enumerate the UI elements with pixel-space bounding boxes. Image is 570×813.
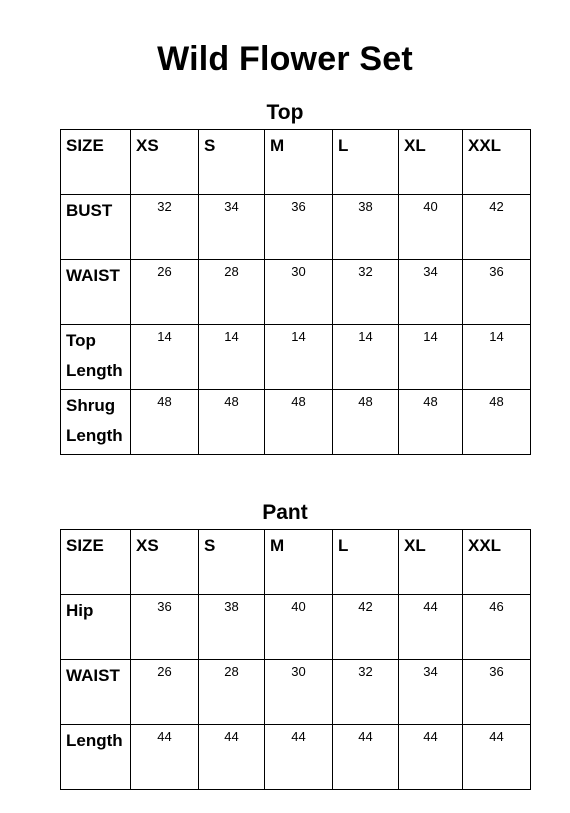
row-label: Top Length [61,325,131,390]
table-header-row [61,530,531,595]
value-cell: 48 [199,390,265,455]
table-row [61,325,531,390]
value-cell: 28 [199,260,265,325]
value-cell: 32 [333,660,399,725]
header-cell-xs: XS [131,130,199,195]
value-cell: 14 [131,325,199,390]
header-cell-size: SIZE [61,130,131,195]
value-cell: 44 [399,595,463,660]
header-cell-s: S [199,530,265,595]
value-cell: 30 [265,660,333,725]
table-row [61,725,531,790]
value-cell: 28 [199,660,265,725]
value-cell: 14 [399,325,463,390]
top-section-title: Top [266,101,304,124]
page-title: Wild Flower Set [157,40,413,78]
value-cell: 48 [399,390,463,455]
value-cell: 42 [333,595,399,660]
table-row [61,195,531,260]
row-label: WAIST [61,660,131,725]
row-label: Hip [61,595,131,660]
value-cell: 14 [265,325,333,390]
header-cell-m: M [265,130,333,195]
value-cell: 40 [265,595,333,660]
value-cell: 36 [463,660,531,725]
header-cell-xxl: XXL [463,530,531,595]
value-cell: 44 [463,725,531,790]
value-cell: 30 [265,260,333,325]
header-cell-s: S [199,130,265,195]
header-cell-xl: XL [399,530,463,595]
row-label: WAIST [61,260,131,325]
header-cell-m: M [265,530,333,595]
header-cell-size: SIZE [61,530,131,595]
value-cell: 46 [463,595,531,660]
header-cell-xxl: XXL [463,130,531,195]
value-cell: 36 [131,595,199,660]
pant-size-table [60,529,531,790]
value-cell: 48 [463,390,531,455]
value-cell: 34 [399,260,463,325]
header-cell-l: L [333,130,399,195]
value-cell: 38 [199,595,265,660]
header-cell-xs: XS [131,530,199,595]
value-cell: 48 [333,390,399,455]
value-cell: 26 [131,660,199,725]
pant-section-title: Pant [262,501,308,524]
value-cell: 14 [463,325,531,390]
value-cell: 48 [265,390,333,455]
header-cell-l: L [333,530,399,595]
value-cell: 32 [333,260,399,325]
value-cell: 48 [131,390,199,455]
value-cell: 14 [333,325,399,390]
table-header-row [61,130,531,195]
value-cell: 34 [199,195,265,260]
row-label: Length [61,725,131,790]
value-cell: 44 [265,725,333,790]
table-row [61,390,531,455]
table-row [61,260,531,325]
row-label: Shrug Length [61,390,131,455]
table-row [61,660,531,725]
value-cell: 36 [265,195,333,260]
top-size-table [60,129,531,455]
value-cell: 38 [333,195,399,260]
table-row [61,595,531,660]
value-cell: 36 [463,260,531,325]
value-cell: 40 [399,195,463,260]
value-cell: 32 [131,195,199,260]
value-cell: 14 [199,325,265,390]
value-cell: 44 [199,725,265,790]
value-cell: 44 [131,725,199,790]
value-cell: 34 [399,660,463,725]
header-cell-xl: XL [399,130,463,195]
row-label: BUST [61,195,131,260]
value-cell: 44 [399,725,463,790]
value-cell: 26 [131,260,199,325]
value-cell: 42 [463,195,531,260]
value-cell: 44 [333,725,399,790]
